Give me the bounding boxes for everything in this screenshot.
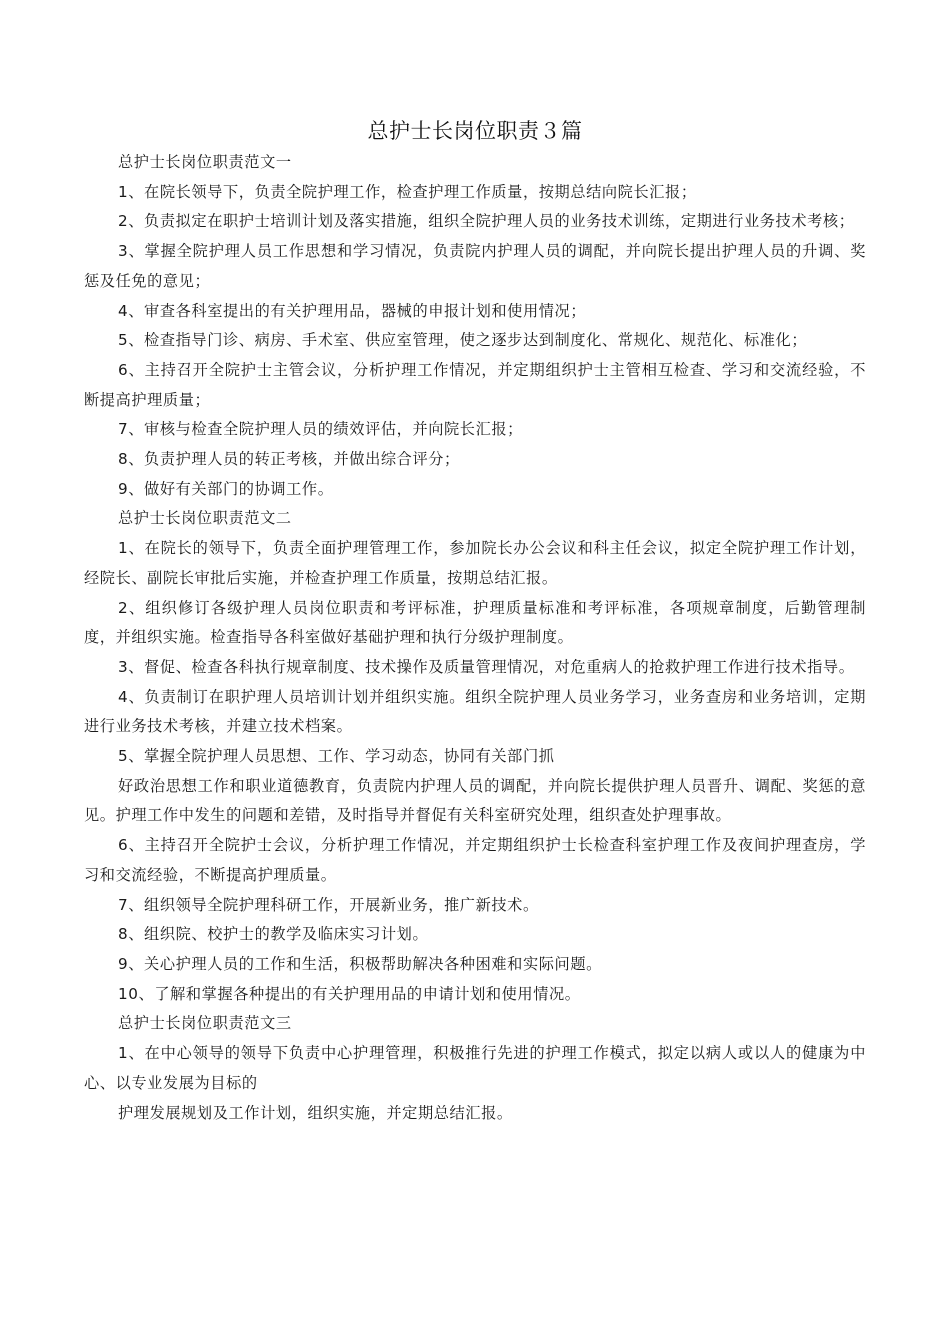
- paragraph: 3、掌握全院护理人员工作思想和学习情况，负责院内护理人员的调配，并向院长提出护理人员的升调、奖惩及任免的意见；: [84, 242, 866, 290]
- paragraph: 好政治思想工作和职业道德教育，负责院内护理人员的调配，并向院长提供护理人员晋升、调配、奖惩的意见。护理工作中发生的问题和差错，及时指导并督促有关科室研究处理，组织查处护理事故。: [84, 776, 866, 825]
- paragraph: 9、做好有关部门的协调工作。: [118, 479, 334, 498]
- paragraph: 6、主持召开全院护士主管会议，分析护理工作情况，并定期组织护士主管相互检查、学习和交流经验，不断提高护理质量；: [84, 360, 866, 409]
- paragraph: 4、审查各科室提出的有关护理用品，器械的申报计划和使用情况；: [118, 301, 587, 320]
- paragraph: 7、审核与检查全院护理人员的绩效评估，并向院长汇报；: [118, 420, 523, 439]
- paragraph: 护理发展规划及工作计划，组织实施，并定期总结汇报。: [118, 1103, 513, 1122]
- paragraph: 9、关心护理人员的工作和生活，积极帮助解决各种困难和实际问题。: [118, 954, 602, 973]
- paragraph: 5、检查指导门诊、病房、手术室、供应室管理，使之逐步达到制度化、常规化、规范化、标准化；: [118, 331, 808, 350]
- paragraph: 1、在中心领导的领导下负责中心护理管理，积极推行先进的护理工作模式，拟定以病人或以人的健康为中心、以专业发展为目标的: [84, 1044, 866, 1092]
- paragraph: 6、主持召开全院护士会议，分析护理工作情况，并定期组织护士长检查科室护理工作及夜间护理查房，学习和交流经验，不断提高护理质量。: [84, 836, 866, 884]
- paragraph: 2、负责拟定在职护士培训计划及落实措施，组织全院护理人员的业务技术训练，定期进行业务技术考核；: [118, 212, 855, 231]
- paragraph: 7、组织领导全院护理科研工作，开展新业务，推广新技术。: [118, 895, 539, 914]
- paragraph: 10、了解和掌握各种提出的有关护理用品的申请计划和使用情况。: [118, 984, 581, 1003]
- paragraph: 8、组织院、校护士的教学及临床实习计划。: [118, 925, 429, 944]
- document-body: [84, 148, 866, 1128]
- paragraph: 3、督促、检查各科执行规章制度、技术操作及质量管理情况，对危重病人的抢救护理工作进行技术指导。: [118, 657, 855, 676]
- paragraph: 5、掌握全院护理人员思想、工作、学习动态，协同有关部门抓: [118, 747, 555, 766]
- section-heading: 总护士长岗位职责范文三: [118, 1014, 292, 1033]
- paragraph: 4、负责制订在职护理人员培训计划并组织实施。组织全院护理人员业务学习，业务查房和业务培训，定期进行业务技术考核，并建立技术档案。: [84, 687, 866, 736]
- section-heading: 总护士长岗位职责范文二: [118, 509, 292, 528]
- document-title: 总护士长岗位职责３篇: [367, 119, 583, 143]
- paragraph: 8、负责护理人员的转正考核，并做出综合评分；: [118, 450, 460, 469]
- section-heading: 总护士长岗位职责范文一: [118, 153, 292, 171]
- paragraph: 2、组织修订各级护理人员岗位职责和考评标准，护理质量标准和考评标准，各项规章制度，后勤管理制度，并组织实施。检查指导各科室做好基础护理和执行分级护理制度。: [84, 598, 866, 647]
- paragraph: 1、在院长领导下，负责全院护理工作，检查护理工作质量，按期总结向院长汇报；: [118, 182, 697, 201]
- paragraph: 1、在院长的领导下，负责全面护理管理工作，参加院长办公会议和科主任会议，拟定全院护理工作计划，经院长、副院长审批后实施，并检查护理工作质量，按期总结汇报。: [84, 539, 866, 587]
